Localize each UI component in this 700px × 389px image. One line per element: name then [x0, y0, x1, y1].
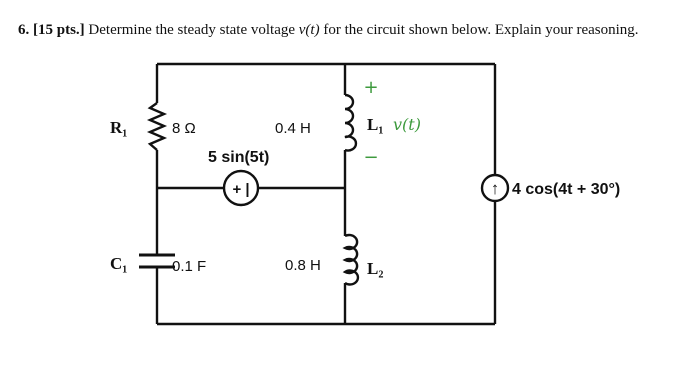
output-voltage-label: v(t): [393, 115, 421, 134]
voltage-source: [224, 171, 258, 205]
l2-name: L₂: [367, 259, 384, 278]
l1-value: 0.4 H: [275, 120, 311, 137]
current-source-value: 4 cos(4t + 30°): [512, 181, 621, 198]
inductor-l1: [345, 95, 356, 151]
output-plus: +: [363, 77, 379, 98]
inductor-l2: [345, 235, 358, 284]
resistor-r1: [150, 103, 164, 150]
r1-value: 8 Ω: [172, 120, 196, 137]
c1-name: C₁: [110, 254, 128, 273]
output-minus: −: [363, 147, 379, 168]
circuit-wires: [157, 64, 495, 324]
problem-variable: v(t): [298, 22, 320, 38]
problem-text-before: Determine the steady state voltage: [88, 22, 299, 38]
l2-value: 0.8 H: [285, 257, 321, 274]
voltage-source-symbol: + |: [232, 181, 250, 198]
current-source-arrow-icon: ↑: [490, 179, 500, 198]
capacitor-c1: [139, 255, 175, 267]
r1-name: R₁: [110, 118, 128, 137]
problem-points: [15 pts.]: [33, 22, 85, 38]
current-source: [482, 175, 508, 201]
l1-name: L₁: [367, 115, 384, 134]
voltage-source-value: 5 sin(5t): [208, 149, 270, 166]
problem-text-after: for the circuit shown below. Explain your reasoning.: [319, 22, 639, 38]
c1-value: 0.1 F: [172, 258, 207, 275]
problem-number: 6.: [18, 22, 30, 38]
